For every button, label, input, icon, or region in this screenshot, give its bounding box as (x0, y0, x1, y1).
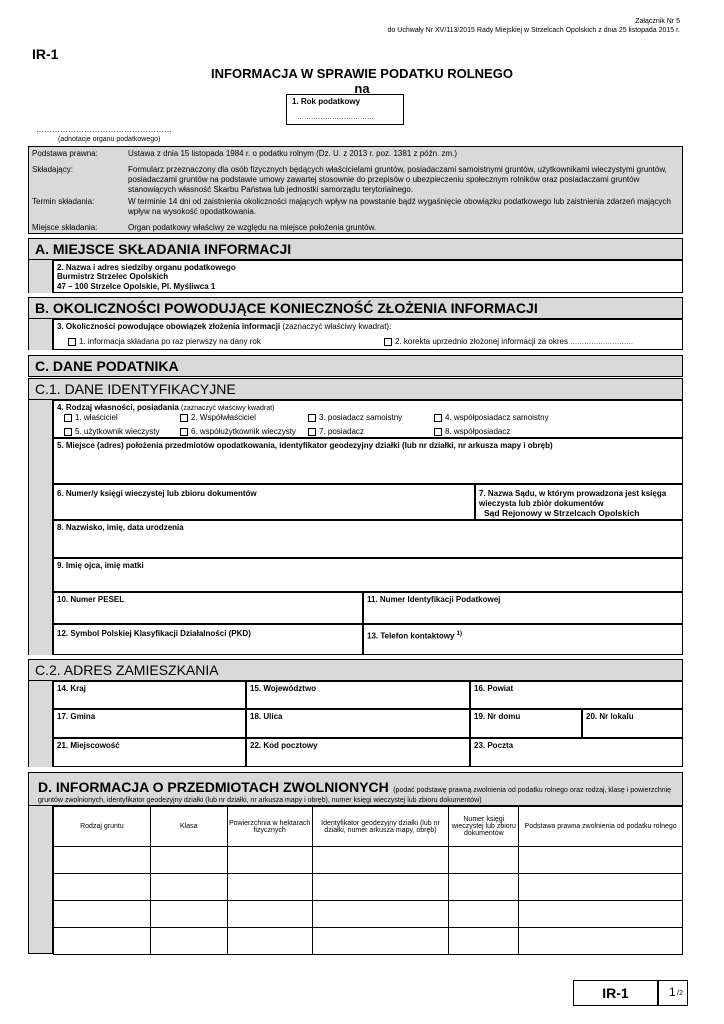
col-legal-basis: Podstawa prawna zwolnienia od podatku rolnego (519, 807, 683, 847)
field-ownership (53, 400, 683, 438)
field-3-note: (zaznaczyć właściwy kwadrat): (282, 322, 392, 331)
field-tax-office[interactable] (53, 260, 683, 293)
field-location[interactable] (53, 438, 683, 484)
field-street[interactable]: 18. Ulica (246, 709, 470, 738)
resolution-note: do Uchwały Nr XV/113/2015 Rady Miejskiej w Strzelcach Opolskich z dnia 25 listopada 2015 r. (387, 27, 680, 34)
attachment-note: Załącznik Nr 5 (635, 18, 680, 25)
table-row[interactable] (54, 901, 683, 928)
field-nip[interactable] (363, 592, 683, 624)
exempt-items-table (53, 806, 683, 955)
footer-page-box (658, 980, 688, 1006)
field-4-note: (zaznaczyć właściwy kwadrat) (181, 405, 275, 412)
field-pkd[interactable] (53, 624, 363, 655)
section-d-strip (28, 806, 53, 954)
footer-form-code: IR-1 (573, 980, 658, 1006)
field-11-label: 11. Numer Identyfikacji Podatkowej (367, 595, 501, 604)
submitter-text: Formularz przeznaczony dla osób fizycznych będących właścicielami gruntów, posiadaczami samoistnymi gruntów, użytkownikami wieczystymi gruntów, posiadaczami gruntów na podstawie umowy zawartej stosownie do przepisów o ubezpieczeniu społecznym rolników oraz posiadaczami gruntów stanowiących własność Skarbu Państwa lub jednostki samorządu terytorialnego. (128, 165, 667, 194)
field-13-label: 13. Telefon kontaktowy (367, 631, 455, 641)
correction-period-dots: ……………………… (570, 339, 634, 346)
section-b-header: B. OKOLICZNOŚCI POWODUJĄCE KONIECZNOŚĆ ZŁOŻENIA INFORMACJI (28, 297, 683, 319)
col-class: Klasa (150, 807, 227, 847)
field-circumstances (53, 319, 683, 350)
title-na: na (354, 81, 370, 96)
section-d-note-a: (podać podstawę prawną zwolnienia od podatku rolnego oraz rodzaj, klasę i powierzchnię (393, 787, 672, 794)
table-row[interactable] (54, 847, 683, 874)
court-name: Sąd Rejonowy w Strzelcach Opolskich (484, 508, 640, 518)
section-d-title: D. INFORMACJA O PRZEDMIOTACH ZWOLNIONYCH (38, 779, 389, 795)
field-voivodeship[interactable]: 15. Województwo (246, 681, 470, 709)
section-c1-strip (28, 400, 53, 655)
section-c1-header: C.1. DANE IDENTYFIKACYJNE (28, 378, 683, 400)
page-number: 1 (669, 985, 676, 999)
field-4-label: 4. Rodzaj własności, posiadania (57, 403, 179, 412)
checkbox-icon[interactable] (384, 338, 392, 346)
tax-office-name: Burmistrz Strzelec Opolskich (57, 272, 169, 281)
table-row[interactable] (54, 928, 683, 955)
ownership-option-8[interactable]: 8. współposiadacz (434, 427, 510, 437)
table-header-row (54, 807, 683, 847)
ownership-option-6[interactable]: 6. współużytkownik wieczysty (180, 427, 296, 437)
field-name-birth[interactable] (53, 520, 683, 558)
field-land-register[interactable] (53, 484, 475, 520)
form-code: IR-1 (32, 46, 59, 62)
field-6-label: 6. Numer/y księgi wieczystej lub zbioru dokumentów (57, 489, 257, 498)
section-c2-header: C.2. ADRES ZAMIESZKANIA (28, 659, 683, 681)
authority-note: (adnotacje organu podatkowego) (58, 136, 161, 143)
field-city[interactable]: 21. Miejscowość (53, 738, 246, 767)
field-court[interactable] (475, 484, 683, 520)
table-row[interactable] (54, 874, 683, 901)
section-b-strip (28, 319, 53, 350)
ownership-option-4[interactable]: 4. współposiadacz samoistny (434, 413, 549, 423)
field-post-office[interactable]: 23. Poczta (470, 738, 683, 767)
deadline-label: Termin składania: (32, 197, 95, 206)
field-phone[interactable] (363, 624, 683, 655)
checkbox-icon[interactable] (68, 338, 76, 346)
field-10-label: 10. Numer PESEL (57, 595, 125, 604)
field-house-number[interactable]: 19. Nr domu (470, 709, 582, 738)
col-land-register: Numer księgi wieczystej lub zbioru dokumentów (449, 807, 519, 847)
tax-year-label: 1. Rok podatkowy (292, 97, 361, 106)
option-first-time-label: 1. informacja składana po raz pierwszy na dany rok (79, 337, 261, 346)
col-land-type: Rodzaj gruntu (54, 807, 151, 847)
page-title: INFORMACJA W SPRAWIE PODATKU ROLNEGO (211, 66, 513, 81)
field-5-label: 5. Miejsce (adres) położenia przedmiotów opodatkowania, identyfikator geodezyjny działki (lub nr działki, nr arkusza mapy i obręb) (57, 441, 553, 450)
section-c2-strip (28, 681, 53, 767)
tax-office-address: 47 – 100 Strzelce Opolskie, Pl. Myśliwca 1 (57, 282, 216, 291)
place-text: Organ podatkowy właściwy ze względu na miejsce położenia gruntów. (128, 223, 377, 232)
ownership-option-7[interactable]: 7. posiadacz (308, 427, 364, 437)
field-parents[interactable] (53, 558, 683, 592)
ownership-option-1[interactable]: 1. właściciel (64, 413, 118, 423)
tax-year-box[interactable] (286, 94, 404, 125)
tax-year-dots: …………………………… (297, 114, 374, 121)
field-commune[interactable]: 17. Gmina (53, 709, 246, 738)
col-area: Powierzchnia w hektarach fizycznych (227, 807, 312, 847)
field-county[interactable]: 16. Powiat (470, 681, 683, 709)
ownership-option-2[interactable]: 2. Współwłaściciel (180, 413, 256, 423)
deadline-text: W terminie 14 dni od zaistnienia okoliczności mających wpływ na powstanie bądź wygaśnięcie obowiązku podatkowego lub zaistnienia zdarzeń mających wpływ na wysokość opodatkowania. (128, 197, 671, 216)
section-d-header (28, 772, 683, 806)
section-c-header: C. DANE PODATNIKA (28, 355, 683, 377)
section-d-note-b: gruntów zwolnionych, identyfikator geodezyjny działki (lub nr działki, nr arkusza mapy i obręb), numer księgi wieczystej lub zbioru dokumentów) (38, 797, 482, 804)
option-correction-label: 2. korekta uprzednio złożonej informacji za okres (395, 337, 568, 346)
field-8-label: 8. Nazwisko, imię, data urodzenia (57, 523, 184, 532)
section-a-strip (28, 260, 53, 293)
page-total: /2 (677, 990, 683, 997)
ownership-option-5[interactable]: 5. użytkownik wieczysty (64, 427, 159, 437)
legal-basis-text: Ustawa z dnia 15 listopada 1984 r. o podatku rolnym (Dz. U. z 2013 r. poz. 1381 z późn. zm.) (128, 149, 458, 158)
section-a-header: A. MIEJSCE SKŁADANIA INFORMACJI (28, 238, 683, 260)
legal-basis-label: Podstawa prawna: (32, 149, 98, 158)
field-postal-code[interactable]: 22. Kod pocztowy (246, 738, 470, 767)
field-2-label: 2. Nazwa i adres siedziby organu podatkowego (57, 263, 236, 272)
field-9-label: 9. Imię ojca, imię matki (57, 561, 144, 570)
field-pesel[interactable] (53, 592, 363, 624)
option-first-time[interactable] (68, 337, 261, 347)
option-correction[interactable] (384, 337, 633, 347)
field-12-label: 12. Symbol Polskiej Klasyfikacji Działalności (PKD) (57, 629, 251, 638)
field-country[interactable]: 14. Kraj (53, 681, 246, 709)
field-apartment-number[interactable]: 20. Nr lokalu (582, 709, 683, 738)
field-7-label: 7. Nazwa Sądu, w którym prowadzona jest księga wieczysta lub zbiór dokumentów (479, 489, 667, 508)
ownership-option-3[interactable]: 3. posiadacz samoistny (308, 413, 402, 423)
submitter-label: Składający: (32, 165, 73, 174)
authority-dots: …………………………………………… (36, 125, 172, 134)
info-block (28, 146, 683, 234)
place-label: Miejsce składania: (32, 223, 98, 232)
field-13-footnote: 1) (456, 631, 463, 637)
col-parcel-id: Identyfikator geodezyjny działki (lub nr działki, numer arkusza mapy, obręb) (312, 807, 449, 847)
field-3-label: 3. Okoliczności powodujące obowiązek złożenia informacji (57, 322, 281, 331)
